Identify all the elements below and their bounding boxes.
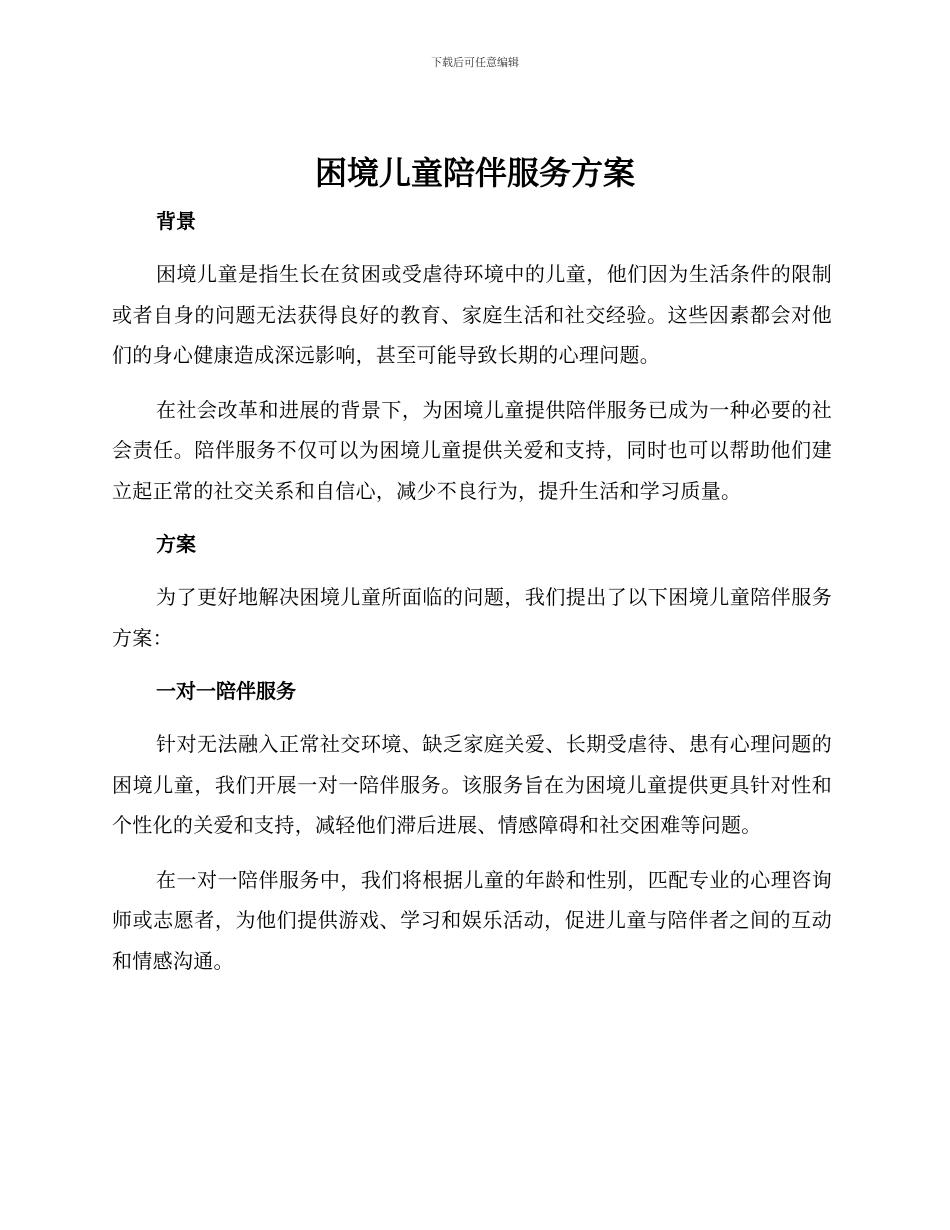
- header-note: 下载后可任意编辑: [431, 56, 519, 69]
- section-plan: [112, 525, 832, 658]
- paragraph: 为了更好地解决困境儿童所面临的问题，我们提出了以下困境儿童陪伴服务方案：: [112, 585, 832, 650]
- section-heading-background: 背景: [156, 209, 196, 233]
- paragraph: 困境儿童是指生长在贫困或受虐待环境中的儿童，他们因为生活条件的限制或者自身的问题无法获得良好的教育、家庭生活和社交经验。这些因素都会对他们的身心健康造成深远影响，甚至可能导致长期的心理问题。: [112, 262, 832, 367]
- section-heading-plan: 方案: [156, 532, 196, 556]
- document-body: [112, 202, 832, 995]
- section-heading-one-on-one: 一对一陪伴服务: [156, 679, 296, 703]
- section-background: [112, 202, 832, 511]
- section-one-on-one: [112, 672, 832, 981]
- paragraph: 在社会改革和进展的背景下，为困境儿童提供陪伴服务已成为一种必要的社会责任。陪伴服务不仅可以为困境儿童提供关爱和支持，同时也可以帮助他们建立起正常的社交关系和自信心，减少不良行为，提升生活和学习质量。: [112, 397, 832, 503]
- paragraph: 在一对一陪伴服务中，我们将根据儿童的年龄和性别，匹配专业的心理咨询师或志愿者，为他们提供游戏、学习和娱乐活动，促进儿童与陪伴者之间的互动和情感沟通。: [112, 867, 832, 973]
- document-title: 困境儿童陪伴服务方案: [314, 154, 635, 192]
- paragraph: 针对无法融入正常社交环境、缺乏家庭关爱、长期受虐待、患有心理问题的困境儿童，我们开展一对一陪伴服务。该服务旨在为困境儿童提供更具针对性和个性化的关爱和支持，减轻他们滞后进展、情感障碍和社交困难等问题。: [112, 732, 832, 837]
